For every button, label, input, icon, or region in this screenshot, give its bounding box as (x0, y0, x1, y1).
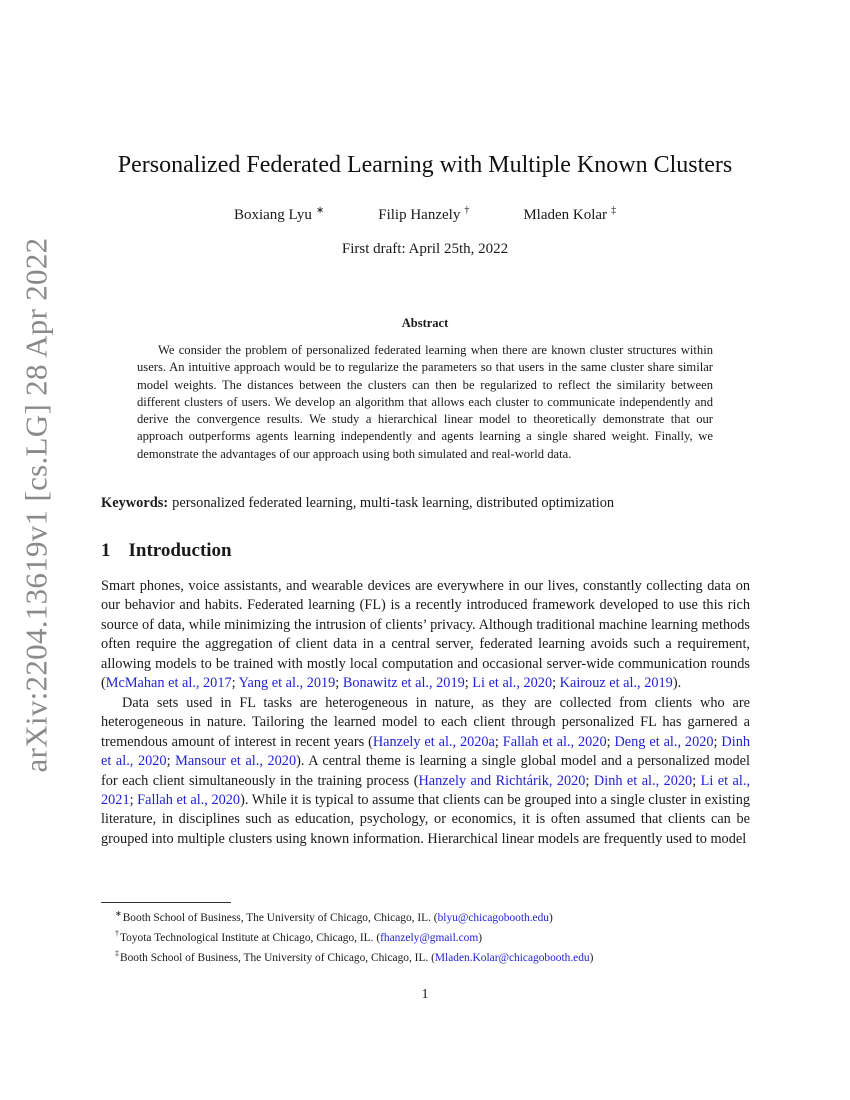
citation-link[interactable]: Hanzely and Richtárik, 2020 (418, 772, 586, 789)
section-title: Introduction (128, 540, 232, 561)
author: Filip Hanzely † (378, 205, 470, 223)
footnote: ∗Booth School of Business, The University of Chicago, Chicago, IL. (blyu@chicagobooth.edu) (115, 909, 553, 924)
paragraph: Smart phones, voice assistants, and wearable devices are everywhere in our lives, constantly collecting data on our behavior and habits. Federated learning (FL) is a recently introduced framework developed to use this rich source of data, while minimizing the intrusion of clients’ privacy. Although traditional machine learning methods often require the aggregation of client data in a central server, federated learning avoids such a requirement, allowing models to be trained with mostly local computation and occasional server-wide communication rounds (McMahan et al., 2017; Yang et al., 2019; Bonawitz et al., 2019; Li et al., 2020; Kairouz et al., 2019). (101, 578, 750, 692)
citation-link[interactable]: Dinh et al., 2020 (101, 733, 751, 770)
footnote: ‡Booth School of Business, The University of Chicago, Chicago, IL. (Mladen.Kolar@chicagobooth.edu) (115, 949, 594, 964)
abstract-heading: Abstract (401, 316, 449, 330)
author: Mladen Kolar ‡ (523, 205, 617, 223)
author: Boxiang Lyu ∗ (233, 205, 325, 223)
section-number: 1 (101, 540, 111, 561)
citation-link[interactable]: Dinh et al., 2020 (593, 772, 693, 789)
introduction-body (101, 577, 750, 849)
page-number: 1 (421, 987, 429, 1002)
citation-link[interactable]: McMahan et al., 2017 (105, 675, 232, 692)
section-heading-introduction (101, 540, 751, 562)
email-link[interactable]: fhanzely@gmail.com (380, 931, 479, 944)
author-list (100, 205, 750, 224)
citation-link[interactable]: Fallah et al., 2020 (502, 733, 607, 750)
citation-link[interactable]: Hanzely et al., 2020a (372, 733, 495, 750)
abstract-body (137, 342, 713, 463)
citation-link[interactable]: Mansour et al., 2020 (175, 753, 297, 770)
citation-link[interactable]: Kairouz et al., 2019 (559, 675, 673, 692)
abstract-text: We consider the problem of personalized federated learning when there are known cluster structures within users. An intuitive approach would be to regularize the parameters so that users in the same cluster share similar model weights. The distances between the clusters can then be regularized to reflect the similarity between different clusters of users. We develop an algorithm that allows each cluster to communicate independently and derive the convergence results. We study a hierarchical linear model to theoretically demonstrate that our approach outperforms agents learning independently and agents learning a single shared weight. Finally, we demonstrate the advantages of our approach using both simulated and real-world data. (137, 343, 713, 461)
email-link[interactable]: blyu@chicagobooth.edu (437, 911, 550, 924)
footnote: †Toyota Technological Institute at Chicago, Chicago, IL. (fhanzely@gmail.com) (115, 929, 483, 944)
footnotes (101, 906, 750, 966)
citation-link[interactable]: Yang et al., 2019 (238, 675, 336, 692)
keywords-text: personalized federated learning, multi-task learning, distributed optimization (172, 495, 615, 511)
citation-link[interactable]: Fallah et al., 2020 (137, 791, 241, 808)
citation-link[interactable]: Li et al., 2021 (101, 772, 751, 808)
paragraph: Data sets used in FL tasks are heterogeneous in nature, as they are collected from clients who are heterogeneous in nature. Tailoring the learned model to each client through personalized FL has garnered a tremendous amount of interest in recent years (Hanzely et al., 2020a; Fallah et al., 2020; Deng et al., 2020; Dinh et al., 2020; Mansour et al., 2020). A central theme is learning a single global model and a personalized model for each client simultaneously in the training process (Hanzely and Richtárik, 2020; Dinh et al., 2020; Li et al., 2021; Fallah et al., 2020). While it is typical to assume that clients can be grouped into a single cluster in existing literature, in disciplines such as education, psychology, or economics, it is often assumed that clients can be grouped into multiple clusters using known information. Hierarchical linear models are frequently used to model (101, 694, 751, 847)
keywords-line (101, 495, 751, 512)
paper-title: Personalized Federated Learning with Multiple Known Clusters (117, 152, 733, 178)
draft-date: First draft: April 25th, 2022 (341, 241, 509, 257)
citation-link[interactable]: Bonawitz et al., 2019 (342, 675, 465, 692)
citation-link[interactable]: Deng et al., 2020 (614, 733, 714, 750)
arxiv-identifier-stamp (14, 237, 58, 773)
footnote-divider (101, 902, 231, 903)
email-link[interactable]: Mladen.Kolar@chicagobooth.edu (434, 951, 590, 964)
arxiv-identifier-text: arXiv:2204.13619v1 [cs.LG] 28 Apr 2022 (18, 237, 54, 773)
citation-link[interactable]: Li et al., 2020 (472, 675, 553, 692)
keywords-label: Keywords: (101, 495, 169, 511)
